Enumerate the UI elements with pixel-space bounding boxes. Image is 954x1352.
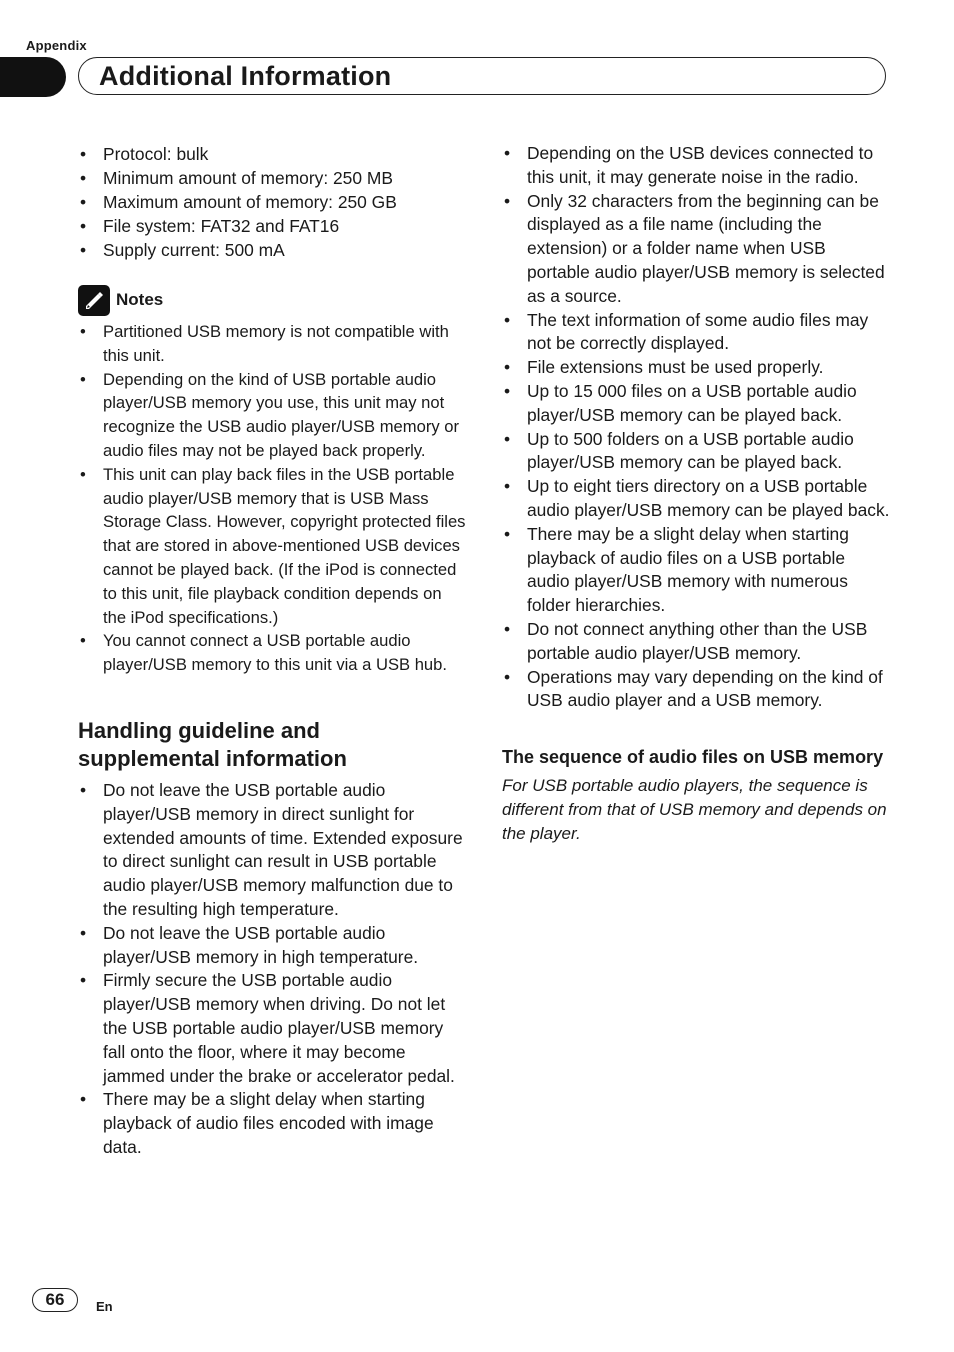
list-item: • Supply current: 500 mA xyxy=(78,238,466,262)
list-item: • There may be a slight delay when starting playback of audio files on a USB portable audio player/USB memory with numerous folder hierarchies. xyxy=(502,523,890,618)
list-item: • Depending on the kind of USB portable audio player/USB memory you use, this unit may not recognize the USB audio player/USB memory or audio files may not be played back properly. xyxy=(78,368,466,463)
list-item: • Firmly secure the USB portable audio player/USB memory when driving. Do not let the USB portable audio player/USB memory fall onto the floor, where it may become jammed under the brake or accelerator pedal. xyxy=(78,969,466,1088)
handling-list xyxy=(78,779,466,1160)
list-item: • This unit can play back files in the USB portable audio player/USB memory that is USB Mass Storage Class. However, copyright protected files that are stored in above-mentioned USB devices cannot be played back. (If the iPod is connected to this unit, file playback condition depends on the iPod specifications.) xyxy=(78,463,466,630)
notes-header xyxy=(78,284,466,320)
list-item: • Operations may vary depending on the kind of USB audio player and a USB memory. xyxy=(502,666,890,714)
list-item: • Partitioned USB memory is not compatible with this unit. xyxy=(78,320,466,368)
right-column xyxy=(502,142,890,846)
title-bar xyxy=(78,57,886,95)
list-item: • Maximum amount of memory: 250 GB xyxy=(78,190,466,214)
appendix-label: Appendix xyxy=(26,38,87,53)
list-item: • There may be a slight delay when starting playback of audio files encoded with image data. xyxy=(78,1088,466,1159)
list-item: • Depending on the USB devices connected to this unit, it may generate noise in the radio. xyxy=(502,142,890,190)
list-item: • Only 32 characters from the beginning can be displayed as a file name (including the extension) or a folder name when USB portable audio player/USB memory is selected as a source. xyxy=(502,190,890,309)
list-item: • You cannot connect a USB portable audio player/USB memory to this unit via a USB hub. xyxy=(78,629,466,677)
usb-notes-list xyxy=(502,142,890,713)
list-item: • Do not leave the USB portable audio player/USB memory in direct sunlight for extended amounts of time. Extended exposure to direct sunlight can result in USB portable audio player/USB memory malfunction due to the resulting high temperature. xyxy=(78,779,466,922)
list-item: • Minimum amount of memory: 250 MB xyxy=(78,166,466,190)
spec-list xyxy=(78,142,466,262)
list-item: • The text information of some audio files may not be correctly displayed. xyxy=(502,309,890,357)
list-item: • Up to 15 000 files on a USB portable audio player/USB memory can be played back. xyxy=(502,380,890,428)
notes-list xyxy=(78,320,466,677)
list-item: • Up to eight tiers directory on a USB portable audio player/USB memory can be played back. xyxy=(502,475,890,523)
sequence-paragraph: For USB portable audio players, the sequence is different from that of USB memory and depends on the player. xyxy=(502,776,887,844)
pencil-icon xyxy=(78,285,110,316)
list-item: • File extensions must be used properly. xyxy=(502,356,890,380)
section-tab-marker xyxy=(0,57,66,97)
handling-heading: Handling guideline and supplemental information xyxy=(78,717,347,771)
language-label: En xyxy=(96,1299,113,1314)
page-number-badge: 66 xyxy=(32,1288,78,1312)
page-title: Additional Information xyxy=(99,61,392,91)
sequence-heading: The sequence of audio files on USB memory xyxy=(502,747,884,768)
list-item: • Do not connect anything other than the USB portable audio player/USB memory. xyxy=(502,618,890,666)
list-item: • File system: FAT32 and FAT16 xyxy=(78,214,466,238)
left-column xyxy=(78,142,466,1160)
list-item: • Protocol: bulk xyxy=(78,142,466,166)
list-item: • Do not leave the USB portable audio player/USB memory in high temperature. xyxy=(78,922,466,970)
list-item: • Up to 500 folders on a USB portable audio player/USB memory can be played back. xyxy=(502,428,890,476)
notes-label: Notes xyxy=(116,290,164,309)
